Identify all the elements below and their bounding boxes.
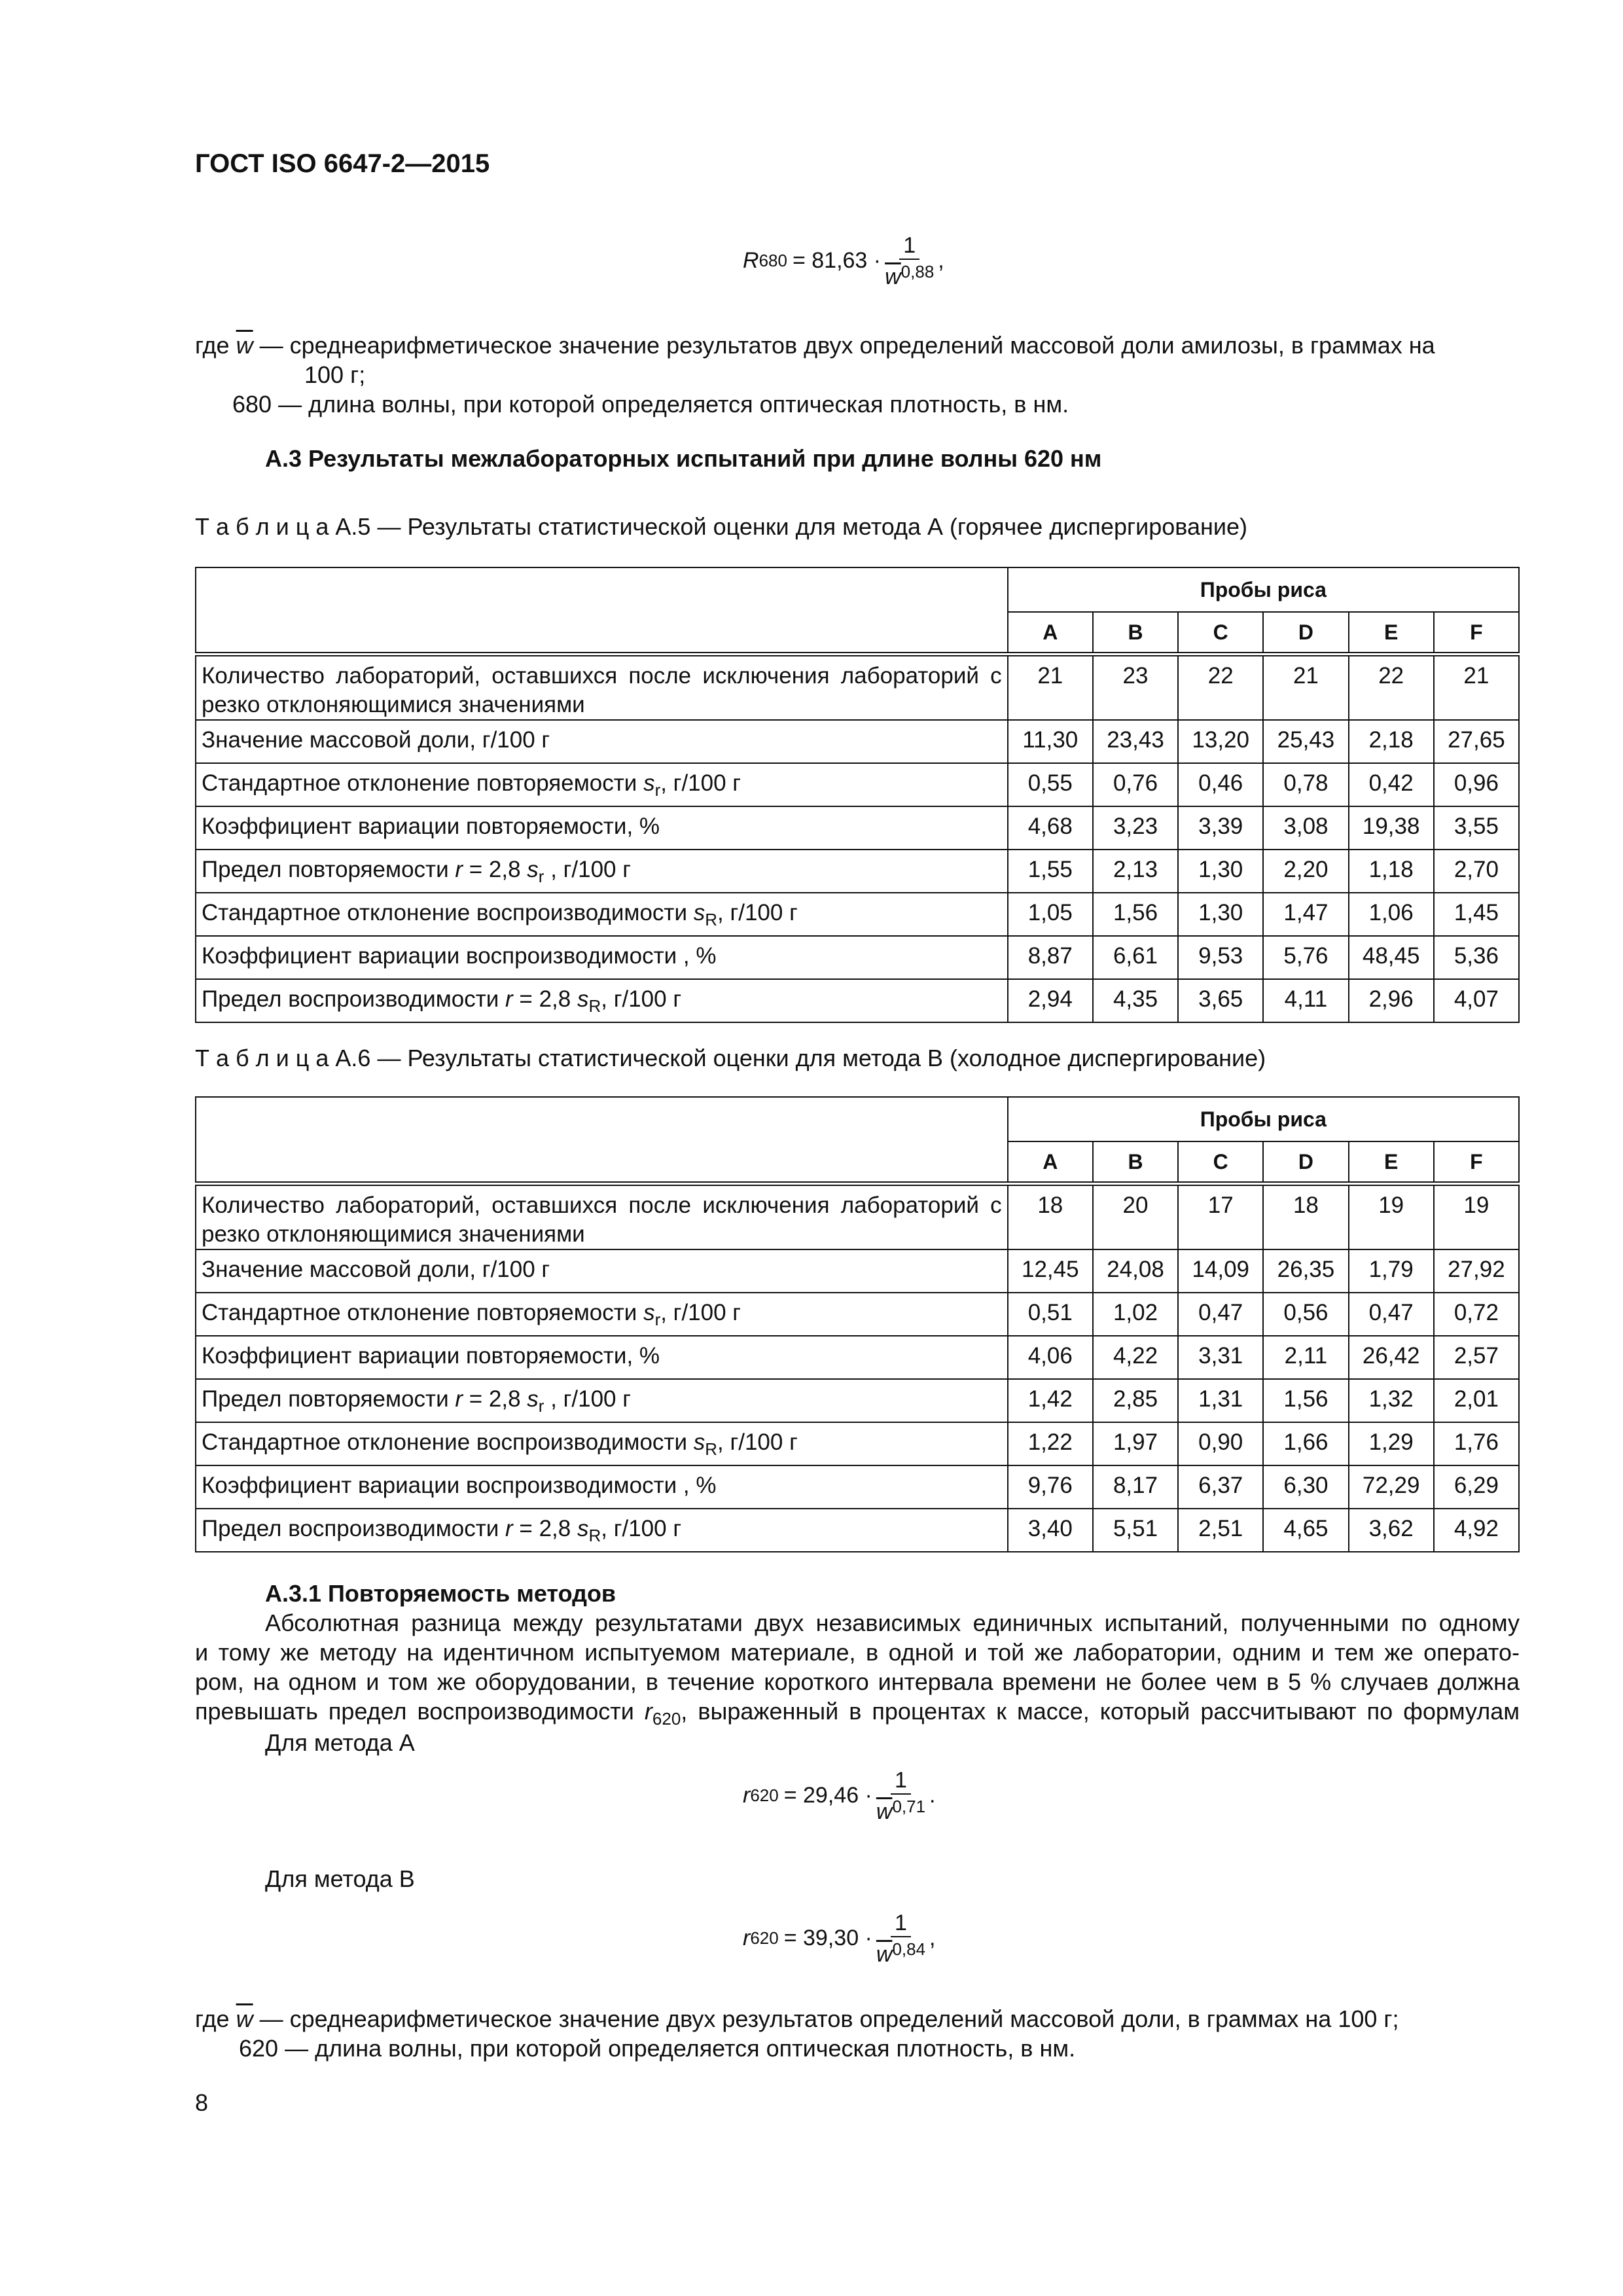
row-label	[196, 1293, 1008, 1336]
value-cell: 1,29	[1349, 1422, 1434, 1465]
column-header: C	[1178, 1141, 1263, 1184]
label-text: Предел воспроизводимости	[202, 1516, 506, 1541]
symbol: s	[693, 900, 705, 925]
symbol: s	[643, 1300, 655, 1325]
value-cell: 1,45	[1434, 893, 1519, 936]
value-cell: 25,43	[1263, 720, 1348, 763]
label-text: , г/100 г	[601, 986, 682, 1012]
label-text: , г/100 г	[544, 1386, 632, 1412]
column-header: E	[1349, 612, 1434, 655]
symbol: r	[455, 857, 463, 882]
where-label: где	[195, 2005, 230, 2032]
value-cell: 0,47	[1178, 1293, 1263, 1336]
value-cell: 9,76	[1008, 1465, 1093, 1509]
symbol: s	[527, 1386, 539, 1412]
value-cell: 3,23	[1093, 806, 1178, 850]
value-cell: 2,18	[1349, 720, 1434, 763]
definition-text: — среднеарифметическое значение двух результатов определений массовой доли, в граммах на 100 г;	[259, 2005, 1399, 2032]
header-empty-cell	[196, 1097, 1008, 1184]
group-header: Пробы риса	[1008, 567, 1519, 612]
formula-r680	[743, 232, 944, 289]
value-cell: 2,70	[1434, 850, 1519, 893]
value-cell: 0,72	[1434, 1293, 1519, 1336]
value-cell: 2,85	[1093, 1379, 1178, 1422]
subscript: R	[705, 910, 718, 929]
value-cell: 6,30	[1263, 1465, 1348, 1509]
value-cell: 0,90	[1178, 1422, 1263, 1465]
subscript: r	[654, 1310, 661, 1329]
formula-exponent: 0,71	[892, 1797, 926, 1816]
table-row	[196, 1509, 1519, 1552]
label-text: , г/100 г	[717, 1429, 798, 1455]
table-row	[196, 1184, 1519, 1250]
value-cell: 19	[1434, 1184, 1519, 1250]
value-cell: 5,51	[1093, 1509, 1178, 1552]
paragraph-line: ром, на одном и том же оборудовании, в течение короткого интервала времени не более чем в 5 % случаев должна	[195, 1668, 1520, 1695]
value-cell: 8,87	[1008, 936, 1093, 979]
table-row	[196, 1465, 1519, 1509]
subscript: r	[538, 867, 544, 886]
value-cell: 17	[1178, 1184, 1263, 1250]
formula-numerator: 1	[891, 1767, 911, 1795]
formula-coef: = 29,46 ·	[783, 1782, 872, 1808]
value-cell: 48,45	[1349, 936, 1434, 979]
value-cell: 4,22	[1093, 1336, 1178, 1379]
where-label: где	[195, 332, 230, 359]
value-cell: 6,37	[1178, 1465, 1263, 1509]
formula-lhs: r	[743, 1782, 751, 1808]
value-cell: 2,11	[1263, 1336, 1348, 1379]
value-cell: 6,61	[1093, 936, 1178, 979]
table-row	[196, 979, 1519, 1022]
subscript: r	[654, 780, 661, 800]
row-label	[196, 1379, 1008, 1422]
column-header: D	[1263, 1141, 1348, 1184]
value-cell: 4,35	[1093, 979, 1178, 1022]
formula-denominator: $\overline{w}$	[876, 1799, 893, 1824]
value-cell: 0,46	[1178, 763, 1263, 806]
table-row	[196, 720, 1519, 763]
value-cell: 14,09	[1178, 1249, 1263, 1293]
value-cell: 1,32	[1349, 1379, 1434, 1422]
column-header: B	[1093, 1141, 1178, 1184]
value-cell: 21	[1008, 655, 1093, 721]
value-cell: 1,56	[1263, 1379, 1348, 1422]
label-text: Предел повторяемости	[202, 857, 455, 882]
value-cell: 23	[1093, 655, 1178, 721]
formula-fraction	[885, 232, 934, 289]
row-label	[196, 1422, 1008, 1465]
subscript: R	[705, 1439, 718, 1459]
formula-denominator: $\overline{w}$	[885, 264, 901, 289]
value-cell: 3,62	[1349, 1509, 1434, 1552]
table-row	[196, 1422, 1519, 1465]
label-text: Коэффициент вариации воспроизводимости , %	[202, 943, 717, 969]
row-label	[196, 936, 1008, 979]
symbol: r	[455, 1386, 463, 1412]
value-cell: 26,35	[1263, 1249, 1348, 1293]
label-text: Количество лабораторий, оставшихся после исключения лабораторий с резко отклоняющимися значениями	[202, 663, 1002, 717]
formula-tail: .	[929, 1782, 936, 1808]
symbol: s	[643, 770, 655, 796]
subscript: R	[588, 996, 601, 1016]
formula-method-a	[743, 1767, 936, 1823]
value-cell: 27,92	[1434, 1249, 1519, 1293]
value-cell: 5,36	[1434, 936, 1519, 979]
value-cell: 1,05	[1008, 893, 1093, 936]
row-label	[196, 1249, 1008, 1293]
formula-method-b	[743, 1910, 936, 1966]
value-cell: 1,55	[1008, 850, 1093, 893]
column-header: E	[1349, 1141, 1434, 1184]
label-text: Стандартное отклонение повторяемости	[202, 1300, 644, 1325]
value-cell: 11,30	[1008, 720, 1093, 763]
value-cell: 1,02	[1093, 1293, 1178, 1336]
value-cell: 23,43	[1093, 720, 1178, 763]
group-header: Пробы риса	[1008, 1097, 1519, 1141]
value-cell: 26,42	[1349, 1336, 1434, 1379]
definition-680: 680 — длина волны, при которой определяется оптическая плотность, в нм.	[232, 391, 1069, 418]
table-row	[196, 893, 1519, 936]
value-cell: 4,92	[1434, 1509, 1519, 1552]
symbol: s	[693, 1429, 705, 1455]
symbol: s	[577, 1516, 589, 1541]
formula-lhs-sub: 620	[750, 1928, 779, 1948]
label-text: = 2,8	[463, 857, 527, 882]
header-empty-cell	[196, 567, 1008, 655]
value-cell: 0,51	[1008, 1293, 1093, 1336]
value-cell: 1,97	[1093, 1422, 1178, 1465]
label-text: Стандартное отклонение воспроизводимости	[202, 900, 694, 925]
label-text: , г/100 г	[660, 770, 741, 796]
value-cell: 3,39	[1178, 806, 1263, 850]
table-a5	[195, 567, 1520, 1023]
table-row	[196, 1336, 1519, 1379]
symbol: s	[577, 986, 589, 1012]
section-a3-title: А.3 Результаты межлабораторных испытаний при длине волны 620 нм	[265, 445, 1102, 472]
value-cell: 0,56	[1263, 1293, 1348, 1336]
symbol: s	[527, 857, 539, 882]
value-cell: 1,79	[1349, 1249, 1434, 1293]
column-header: D	[1263, 612, 1348, 655]
r-symbol: r	[644, 1698, 652, 1725]
table-row	[196, 1379, 1519, 1422]
method-a-label: Для метода А	[265, 1729, 415, 1756]
text: превышать предел воспроизводимости	[195, 1698, 645, 1725]
value-cell: 13,20	[1178, 720, 1263, 763]
formula-lhs-sub: 680	[758, 250, 787, 270]
formula-coef: = 81,63 ·	[792, 247, 882, 273]
value-cell: 21	[1263, 655, 1348, 721]
definition-w-2	[195, 2004, 1520, 2034]
formula-lhs: r	[743, 1925, 751, 1950]
table-row	[196, 655, 1519, 721]
definition-620: 620 — длина волны, при которой определяется оптическая плотность, в нм.	[239, 2035, 1076, 2062]
r-sub: 620	[652, 1709, 681, 1729]
table-a6	[195, 1096, 1520, 1552]
value-cell: 72,29	[1349, 1465, 1434, 1509]
value-cell: 2,51	[1178, 1509, 1263, 1552]
value-cell: 1,22	[1008, 1422, 1093, 1465]
value-cell: 1,42	[1008, 1379, 1093, 1422]
label-text: = 2,8	[463, 1386, 527, 1412]
row-label	[196, 979, 1008, 1022]
label-text: Предел воспроизводимости	[202, 986, 506, 1012]
value-cell: 0,42	[1349, 763, 1434, 806]
value-cell: 3,55	[1434, 806, 1519, 850]
row-label	[196, 893, 1008, 936]
formula-numerator: 1	[899, 232, 919, 260]
row-label	[196, 655, 1008, 721]
value-cell: 9,53	[1178, 936, 1263, 979]
value-cell: 4,06	[1008, 1336, 1093, 1379]
label-text: Количество лабораторий, оставшихся после исключения лабораторий с резко отклоняющимися значениями	[202, 1193, 1002, 1247]
value-cell: 1,18	[1349, 850, 1434, 893]
value-cell: 3,08	[1263, 806, 1348, 850]
value-cell: 4,68	[1008, 806, 1093, 850]
row-label	[196, 1465, 1008, 1509]
value-cell: 22	[1349, 655, 1434, 721]
formula-lhs: R	[743, 247, 759, 273]
value-cell: 20	[1093, 1184, 1178, 1250]
label-text: Стандартное отклонение повторяемости	[202, 770, 644, 796]
value-cell: 27,65	[1434, 720, 1519, 763]
value-cell: 1,31	[1178, 1379, 1263, 1422]
value-cell: 2,96	[1349, 979, 1434, 1022]
label-text: = 2,8	[512, 1516, 577, 1541]
w-symbol: $\overline{w}$	[236, 2005, 253, 2032]
row-label	[196, 850, 1008, 893]
formula-exponent: 0,88	[901, 262, 935, 281]
row-label	[196, 806, 1008, 850]
header-row	[196, 1097, 1519, 1141]
table-a6-caption: Т а б л и ц а А.6 — Результаты статистической оценки для метода В (холодное диспергирование)	[195, 1045, 1266, 1071]
value-cell: 22	[1178, 655, 1263, 721]
column-header: F	[1434, 1141, 1519, 1184]
subscript: R	[588, 1526, 601, 1545]
value-cell: 19,38	[1349, 806, 1434, 850]
symbol: r	[505, 986, 513, 1012]
value-cell: 2,94	[1008, 979, 1093, 1022]
paragraph-line: Абсолютная разница между результатами двух независимых единичных испытаний, полученными по одному	[265, 1609, 1520, 1636]
w-symbol: $\overline{w}$	[236, 332, 253, 359]
formula-coef: = 39,30 ·	[783, 1925, 872, 1950]
label-text: Коэффициент вариации повторяемости, %	[202, 1343, 660, 1369]
formula-denominator: $\overline{w}$	[876, 1942, 893, 1967]
table-a5-caption: Т а б л и ц а А.5 — Результаты статистической оценки для метода А (горячее диспергирование)	[195, 513, 1247, 540]
value-cell: 4,65	[1263, 1509, 1348, 1552]
definition-text-cont: 100 г;	[304, 361, 366, 388]
value-cell: 3,40	[1008, 1509, 1093, 1552]
value-cell: 4,11	[1263, 979, 1348, 1022]
value-cell: 1,56	[1093, 893, 1178, 936]
formula-numerator: 1	[891, 1910, 911, 1937]
row-label	[196, 1509, 1008, 1552]
section-a31-title: А.3.1 Повторяемость методов	[265, 1580, 616, 1607]
label-text: , г/100 г	[660, 1300, 741, 1325]
value-cell: 24,08	[1093, 1249, 1178, 1293]
value-cell: 1,30	[1178, 893, 1263, 936]
formula-lhs-sub: 620	[750, 1785, 779, 1805]
label-text: Коэффициент вариации повторяемости, %	[202, 814, 660, 839]
label-text: , г/100 г	[601, 1516, 682, 1541]
value-cell: 6,29	[1434, 1465, 1519, 1509]
row-label	[196, 1184, 1008, 1250]
value-cell: 8,17	[1093, 1465, 1178, 1509]
row-label	[196, 1336, 1008, 1379]
table-row	[196, 1293, 1519, 1336]
value-cell: 1,06	[1349, 893, 1434, 936]
value-cell: 0,76	[1093, 763, 1178, 806]
label-text: Коэффициент вариации воспроизводимости , %	[202, 1473, 717, 1498]
document-header: ГОСТ ISO 6647-2—2015	[195, 149, 490, 178]
value-cell: 12,45	[1008, 1249, 1093, 1293]
column-header: B	[1093, 612, 1178, 655]
value-cell: 4,07	[1434, 979, 1519, 1022]
value-cell: 0,47	[1349, 1293, 1434, 1336]
row-label	[196, 720, 1008, 763]
formula-tail: ,	[929, 1925, 936, 1950]
label-text: Значение массовой доли, г/100 г	[202, 727, 550, 753]
paragraph-line: и тому же методу на идентичном испытуемом материале, в одной и той же лаборатории, одним и тем же операто-	[195, 1639, 1520, 1666]
label-text: , г/100 г	[717, 900, 798, 925]
value-cell: 19	[1349, 1184, 1434, 1250]
header-row	[196, 567, 1519, 612]
table-row	[196, 806, 1519, 850]
column-header: A	[1008, 1141, 1093, 1184]
row-label	[196, 763, 1008, 806]
value-cell: 1,66	[1263, 1422, 1348, 1465]
value-cell: 2,13	[1093, 850, 1178, 893]
label-text: , г/100 г	[544, 857, 632, 882]
formula-fraction	[876, 1767, 925, 1823]
value-cell: 21	[1434, 655, 1519, 721]
paragraph	[195, 1608, 1520, 1734]
value-cell: 2,01	[1434, 1379, 1519, 1422]
value-cell: 1,30	[1178, 850, 1263, 893]
value-cell: 0,96	[1434, 763, 1519, 806]
column-header: A	[1008, 612, 1093, 655]
value-cell: 0,55	[1008, 763, 1093, 806]
column-header: C	[1178, 612, 1263, 655]
value-cell: 3,65	[1178, 979, 1263, 1022]
value-cell: 2,57	[1434, 1336, 1519, 1379]
table-row	[196, 1249, 1519, 1293]
subscript: r	[538, 1396, 544, 1416]
symbol: r	[505, 1516, 513, 1541]
table-row	[196, 936, 1519, 979]
value-cell: 5,76	[1263, 936, 1348, 979]
table-row	[196, 850, 1519, 893]
method-b-label: Для метода В	[265, 1865, 415, 1892]
value-cell: 1,76	[1434, 1422, 1519, 1465]
label-text: = 2,8	[512, 986, 577, 1012]
definition-text: — среднеарифметическое значение результатов двух определений массовой доли амилозы, в граммах на	[259, 332, 1435, 359]
value-cell: 18	[1008, 1184, 1093, 1250]
column-header: F	[1434, 612, 1519, 655]
definition-w-1	[195, 331, 1520, 360]
label-text: Стандартное отклонение воспроизводимости	[202, 1429, 694, 1455]
value-cell: 3,31	[1178, 1336, 1263, 1379]
value-cell: 1,47	[1263, 893, 1348, 936]
table-row	[196, 763, 1519, 806]
formula-fraction	[876, 1910, 925, 1966]
value-cell: 0,78	[1263, 763, 1348, 806]
label-text: Значение массовой доли, г/100 г	[202, 1257, 550, 1282]
formula-tail: ,	[938, 247, 944, 273]
text: , выраженный в процентах к массе, который рассчитывают по формулам	[681, 1698, 1520, 1725]
label-text: Предел повторяемости	[202, 1386, 455, 1412]
value-cell: 2,20	[1263, 850, 1348, 893]
value-cell: 18	[1263, 1184, 1348, 1250]
formula-exponent: 0,84	[892, 1939, 926, 1959]
page-number: 8	[195, 2089, 209, 2116]
